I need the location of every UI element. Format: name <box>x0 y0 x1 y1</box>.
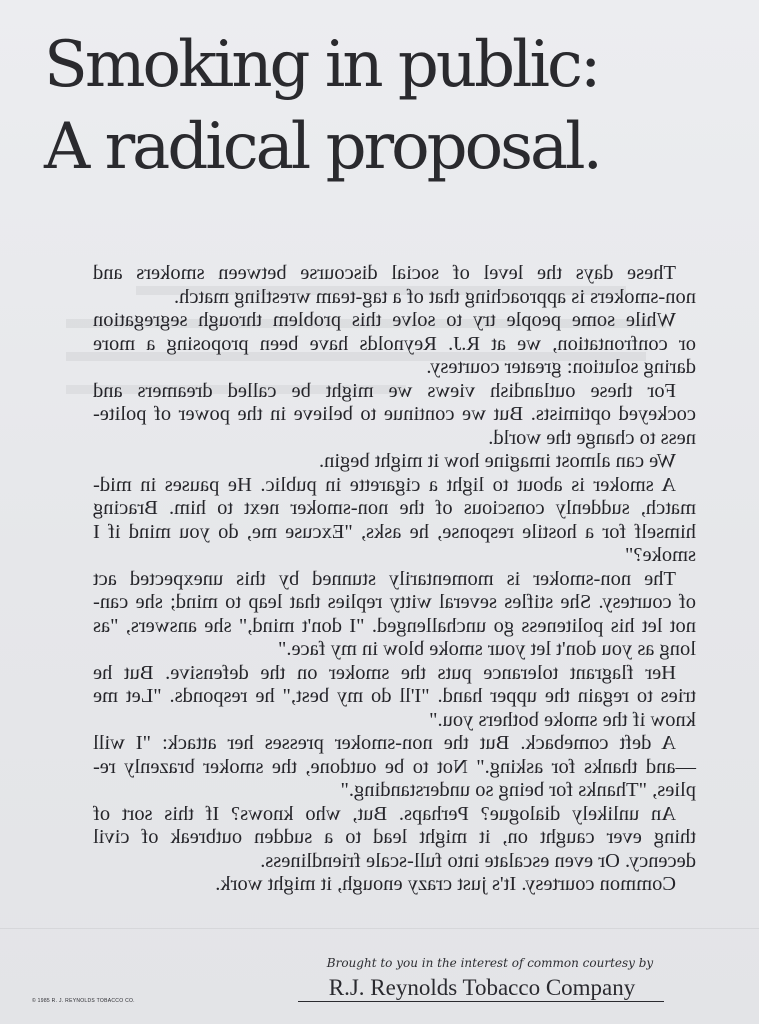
body-line: plies, "Thanks for being so understanding." <box>340 779 696 801</box>
body-line: or confrontation, we at R.J. Reynolds have been proposing a more <box>93 332 696 355</box>
company-name: R.J. Reynolds Tobacco Company <box>328 975 636 1000</box>
courtesy-line: Brought to you in the interest of common courtesy by <box>326 956 654 970</box>
body-line: A deft comeback. But the non-smoker presses her attack: "I will <box>93 732 676 754</box>
body-line: tries to regain the upper hand. "I'll do my best," he responds. "Let me <box>93 685 696 707</box>
headline-line-1: Smoking in public: <box>44 28 599 102</box>
body-line: smoke?" <box>625 544 696 566</box>
body-line: know if the smoke bothers you." <box>429 708 696 731</box>
body-line: himself for a hostile response, he asks, "Excuse me, do you mind if I <box>93 520 696 543</box>
body-line: ness to change the world. <box>488 426 696 449</box>
body-line: Common courtesy. It's just crazy enough, it might work. <box>215 873 676 895</box>
footer-divider <box>0 928 759 929</box>
body-line: long as you don't let your smoke blow in my face." <box>277 638 696 660</box>
headline-line-2: A radical proposal. <box>44 110 600 184</box>
body-line: An unlikely dialogue? Perhaps. But, who knows? If this sort of <box>93 802 676 825</box>
body-line: decency. Or even escalate into full-scale friendliness. <box>260 849 696 872</box>
body-line: While some people try to solve this problem through segregation <box>93 309 676 331</box>
headline <box>44 24 724 188</box>
copyright-notice: © 1985 R. J. REYNOLDS TOBACCO CO. <box>32 998 135 1004</box>
body-line: For these outlandish views we might be called dreamers and <box>93 379 676 402</box>
body-line: cockeyed optimists. But we continue to believe in the power of polite- <box>93 403 696 425</box>
company-underline <box>298 1001 664 1002</box>
body-line: —and thanks for asking." Not to be outdone, the smoker brazenly re- <box>93 755 696 778</box>
body-line: non-smokers is approaching that of a tag-team wrestling match. <box>173 285 696 308</box>
body-line: Her flagrant tolerance puts the smoker on the defensive. But he <box>93 661 676 684</box>
body-line: of courtesy. She stifles several witty replies that leap to mind; she can- <box>93 591 696 613</box>
body-line: not let his politeness go unchallenged. "I don't mind," she answers, "as <box>93 614 696 637</box>
body-line: daring solution: greater courtesy. <box>426 356 696 378</box>
body-line: thing ever caught on, it might lead to a sudden outbreak of civil <box>93 826 696 848</box>
body-line: These days the level of social discourse between smokers and <box>93 262 676 284</box>
body-line: The non-smoker is momentarily stunned by this unexpected act <box>93 567 676 590</box>
body-line: A smoker is about to light a cigarette in public. He pauses in mid- <box>93 473 676 496</box>
body-line: We can almost imagine how it might begin. <box>318 450 676 472</box>
body-line: match, suddenly conscious of the non-smoker next to him. Bracing <box>93 497 696 519</box>
mirrored-body-copy <box>93 262 696 902</box>
